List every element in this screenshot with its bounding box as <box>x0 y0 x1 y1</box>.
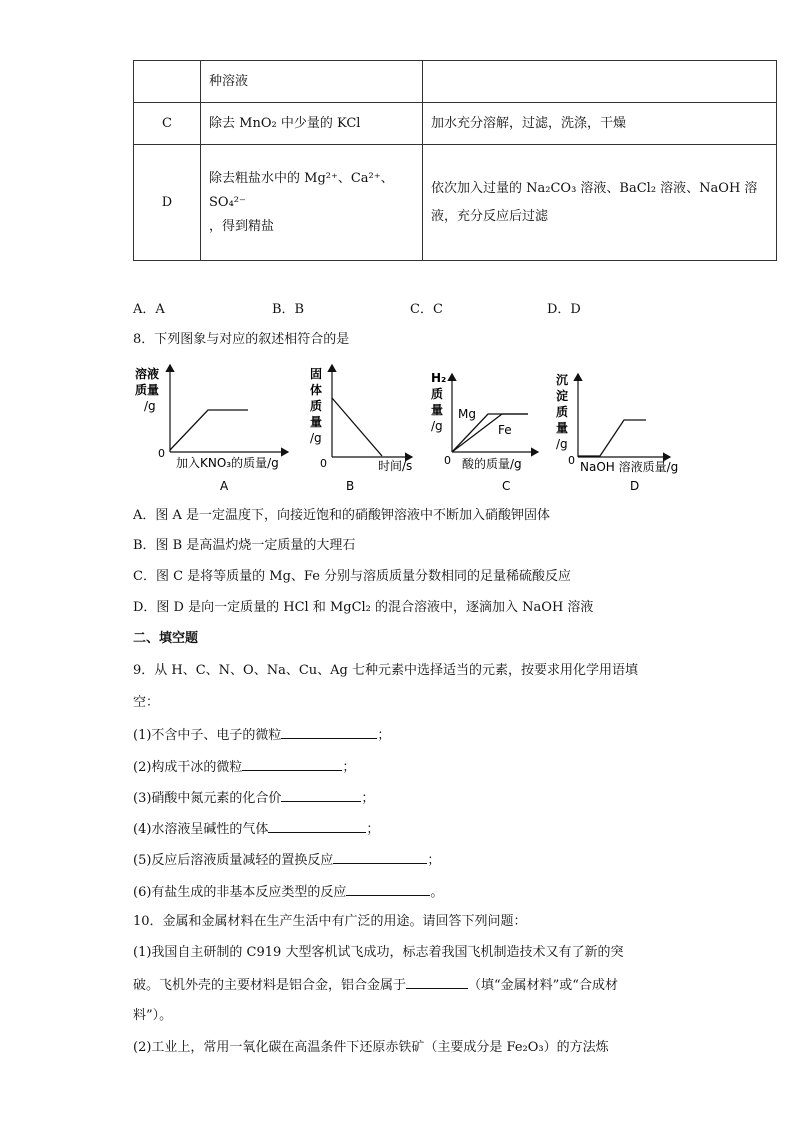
q7-choice-c: C．C <box>410 302 443 317</box>
graph-c-xlabel: 酸的质量/g <box>462 457 522 471</box>
section-heading: 二、填空题 <box>133 631 199 646</box>
q9-item-6-text: (6)有盐生成的非基本反应类型的反应 <box>133 885 347 900</box>
row-b-content: 种溶液 <box>201 61 423 103</box>
q8-graphs <box>130 360 700 500</box>
row-label-empty <box>134 61 201 103</box>
graph-b-ylabel-2: 体 <box>310 383 323 397</box>
q9-item-6-end: 。 <box>430 885 444 900</box>
q7-choice-b: B．B <box>272 302 305 317</box>
q9-item-5-text: (5)反应后溶液质量减轻的置换反应 <box>133 853 334 868</box>
graph-c-origin: 0 <box>444 454 451 467</box>
q10-part1-line1: (1)我国自主研制的 C919 大型客机试飞成功，标志着我国飞机制造技术又有了新的突 <box>133 945 624 960</box>
q9-item-4-blank[interactable] <box>268 818 366 833</box>
row-d-content-line1: 除去粗盐水中的 Mg²⁺、Ca²⁺、 <box>209 170 394 186</box>
q10-part1-line2-hint: （填“金属材料”或“合成材 <box>468 978 618 993</box>
q9-item-4-end: ； <box>366 822 380 837</box>
q8-stem: 8．下列图象与对应的叙述相符合的是 <box>133 332 350 347</box>
graph-a-ylabel-1: 溶液 <box>135 367 160 381</box>
graph-a <box>135 365 288 493</box>
graph-c-label-mg: Mg <box>458 407 476 421</box>
row-d-content-line2: SO₄²⁻ <box>209 194 246 210</box>
graph-c-label-fe: Fe <box>498 423 512 437</box>
q10-stem: 10．金属和金属材料在生产生活中有广泛的用途。请回答下列问题： <box>133 914 527 929</box>
q8-option-a: A．图 A 是一定温度下，向接近饱和的硝酸钾溶液中不断加入硝酸钾固体 <box>133 508 551 523</box>
graph-d-caption: D <box>630 479 640 493</box>
graph-b-xlabel: 时间/s <box>378 459 413 473</box>
row-d-content <box>201 145 423 261</box>
q9-item-2 <box>133 756 355 778</box>
graph-a-ylabel-3: /g <box>144 399 156 413</box>
q9-item-1-text: (1)不含中子、电子的微粒 <box>133 728 282 743</box>
q9-item-1-blank[interactable] <box>281 724 377 739</box>
q9-stem-line2: 空： <box>133 695 160 710</box>
q9-item-2-blank[interactable] <box>242 756 342 771</box>
graph-a-curve <box>170 410 248 450</box>
q9-item-5-end: ； <box>427 853 441 868</box>
graph-b-origin: 0 <box>320 457 327 470</box>
graph-d-ylabel-1: 沉 <box>556 373 569 387</box>
row-d-method <box>423 145 777 261</box>
graph-c-ylabel-4: /g <box>431 419 443 433</box>
q9-item-1 <box>133 724 390 746</box>
table-row <box>134 103 777 145</box>
graph-b-caption: B <box>346 479 355 493</box>
q10-part1-line3: 料”）。 <box>133 1008 173 1023</box>
q10-part1-line2-text: 破。飞机外壳的主要材料是铝合金，铝合金属于 <box>133 978 407 993</box>
graph-c-ylabel-1: H₂ <box>431 371 447 385</box>
q10-part1-blank[interactable] <box>406 974 468 989</box>
graph-d-ylabel-4: 量 <box>556 421 569 435</box>
table-row <box>134 145 777 261</box>
graph-a-origin: 0 <box>158 447 165 460</box>
graph-b-ylabel-4: 量 <box>310 415 323 429</box>
q9-item-2-text: (2)构成干冰的微粒 <box>133 760 243 775</box>
graph-c-ylabel-2: 质 <box>431 387 444 401</box>
graph-b <box>310 365 412 493</box>
graph-b-ylabel-1: 固 <box>310 367 323 381</box>
q9-item-4-text: (4)水溶液呈碱性的气体 <box>133 822 269 837</box>
row-c-content: 除去 MnO₂ 中少量的 KCl <box>201 103 423 145</box>
q9-item-3-end: ； <box>361 791 375 806</box>
q9-item-3-blank[interactable] <box>281 787 361 802</box>
graph-d-ylabel-2: 淀 <box>556 389 569 403</box>
table-row <box>134 61 777 103</box>
row-c-method: 加水充分溶解，过滤，洗涤，干燥 <box>423 103 777 145</box>
q8-option-c: C．图 C 是将等质量的 Mg、Fe 分别与溶质质量分数相同的足量稀硫酸反应 <box>133 569 572 584</box>
graph-d-curve <box>578 420 646 456</box>
graph-c-ylabel-3: 量 <box>431 403 444 417</box>
graph-d-ylabel-5: /g <box>556 437 568 451</box>
graph-b-ylabel-5: /g <box>310 431 322 445</box>
graph-d-xlabel: NaOH 溶液质量/g <box>580 460 679 474</box>
q9-item-1-end: ； <box>377 728 391 743</box>
row-c-label: C <box>134 103 201 145</box>
row-d-method-line2: 液，充分反应后过滤 <box>431 208 549 224</box>
q10-part2-line1: (2)工业上，常用一氧化碳在高温条件下还原赤铁矿（主要成分是 Fe₂O₃）的方法炼 <box>133 1040 609 1055</box>
row-d-label: D <box>134 145 201 261</box>
q9-item-3 <box>133 787 374 809</box>
q9-item-6 <box>133 881 443 903</box>
q9-item-3-text: (3)硝酸中氮元素的化合价 <box>133 791 282 806</box>
graph-b-ylabel-3: 质 <box>310 399 323 413</box>
graph-a-xlabel: 加入KNO₃的质量/g <box>176 456 279 470</box>
q10-part1-line2 <box>133 974 618 996</box>
options-table <box>133 60 777 261</box>
graph-d-origin: 0 <box>568 454 575 467</box>
graph-d <box>556 372 678 493</box>
q9-item-5 <box>133 849 440 871</box>
q9-item-4 <box>133 818 379 840</box>
q9-item-5-blank[interactable] <box>333 849 427 864</box>
graph-b-curve <box>332 398 382 456</box>
q9-item-2-end: ； <box>342 760 356 775</box>
q7-choice-a: A．A <box>133 302 165 317</box>
graph-d-ylabel-3: 质 <box>556 405 569 419</box>
q8-option-b: B．图 B 是高温灼烧一定质量的大理石 <box>133 538 356 553</box>
q9-item-6-blank[interactable] <box>346 881 430 896</box>
graph-a-ylabel-2: 质量 <box>135 383 160 397</box>
row-b-method <box>423 61 777 103</box>
row-d-content-line3: ，得到精盐 <box>209 218 275 234</box>
graph-a-caption: A <box>220 479 229 493</box>
q7-choice-d: D．D <box>547 302 581 317</box>
graph-c <box>431 371 538 493</box>
q8-option-d: D．图 D 是向一定质量的 HCl 和 MgCl₂ 的混合溶液中，逐滴加入 NaOH 溶液 <box>133 600 594 615</box>
row-d-method-line1: 依次加入过量的 Na₂CO₃ 溶液、BaCl₂ 溶液、NaOH 溶 <box>431 180 758 196</box>
q9-stem-line1: 9．从 H、C、N、O、Na、Cu、Ag 七种元素中选择适当的元素，按要求用化学用语填 <box>133 663 639 678</box>
graph-c-caption: C <box>502 479 511 493</box>
